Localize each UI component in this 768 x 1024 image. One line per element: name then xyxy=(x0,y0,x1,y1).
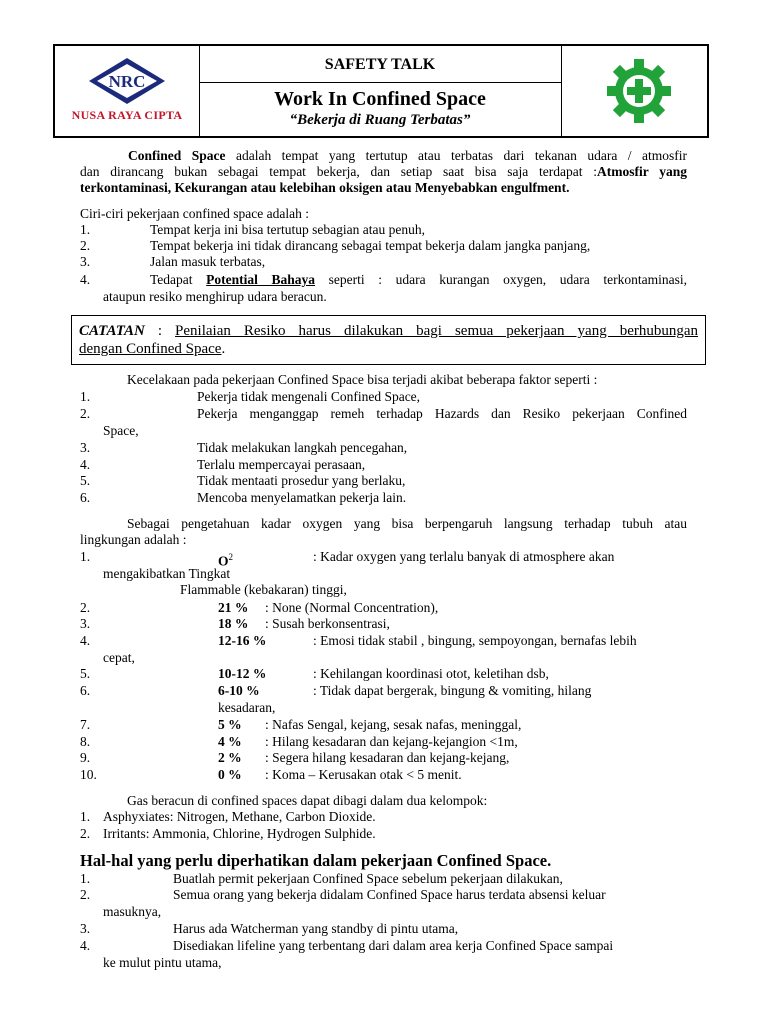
oxygen-num: 9. xyxy=(80,750,91,765)
oxygen-level: 18 % xyxy=(218,616,249,631)
ciri-item: Tempat kerja ini bisa tertutup sebagian atau penuh, xyxy=(150,222,425,237)
hal-num: 4. xyxy=(80,938,91,953)
safety-talk-label: SAFETY TALK xyxy=(324,56,436,73)
oxygen-level: 2 % xyxy=(218,750,242,765)
ciri-heading: Ciri-ciri pekerjaan confined space adalah : xyxy=(80,206,310,221)
ciri-item: Tempat bekerja ini tidak dirancang sebagai tempat bekerja dalam jangka panjang, xyxy=(150,238,591,253)
kecelakaan-item: Mencoba menyelamatkan pekerja lain. xyxy=(197,490,407,505)
header-box xyxy=(53,44,709,138)
gas-num: 2. xyxy=(80,826,91,841)
oxygen-desc: : None (Normal Concentration), xyxy=(265,600,439,615)
intro-line-3: terkontaminasi, Kekurangan atau kelebihan oksigen atau Menyebabkan engulfment. xyxy=(80,180,570,195)
ciri-num: 3. xyxy=(80,254,91,269)
nrc-logo-icon xyxy=(85,56,169,106)
oxygen-desc: : Segera hilang kesadaran dan kejang-kejang, xyxy=(265,750,510,765)
kecelakaan-num: 5. xyxy=(80,473,91,488)
hal-item: Harus ada Watcherman yang standby di pintu utama, xyxy=(173,921,459,936)
oxygen-num: 6. xyxy=(80,683,91,698)
gas-item: Asphyxiates: Nitrogen, Methane, Carbon Dioxide. xyxy=(103,809,376,824)
oxygen-level: 6-10 % xyxy=(218,683,260,698)
oxygen-desc: : Kehilangan koordinasi otot, keletihan dsb, xyxy=(313,666,549,681)
ciri-num: 2. xyxy=(80,238,91,253)
ciri-item: Jalan masuk terbatas, xyxy=(150,254,266,269)
oxygen-num: 4. xyxy=(80,633,91,648)
gas-intro: Gas beracun di confined spaces dapat dibagi dalam dua kelompok: xyxy=(127,793,488,808)
ciri-num: 1. xyxy=(80,222,91,237)
oxygen-intro-line-2: lingkungan adalah : xyxy=(80,532,187,547)
oxygen-desc: : Tidak dapat bergerak, bingung & vomiting, hilang xyxy=(313,683,592,698)
oxygen-num: 5. xyxy=(80,666,91,681)
oxygen-desc: : Emosi tidak stabil , bingung, sempoyongan, bernafas lebih xyxy=(313,633,637,648)
hal-item: Semua orang yang bekerja didalam Confined Space harus terdata absensi keluar xyxy=(173,887,606,902)
page-subtitle: “Bekerja di Ruang Terbatas” xyxy=(289,112,471,128)
catatan-line-2: dengan Confined Space. xyxy=(79,341,226,357)
catatan-note-box xyxy=(71,315,706,365)
oxygen-desc-cont: Flammable (kebakaran) tinggi, xyxy=(180,582,347,597)
kecelakaan-item: Tidak mentaati prosedur yang berlaku, xyxy=(197,473,406,488)
oxygen-desc: : Susah berkonsentrasi, xyxy=(265,616,390,631)
oxygen-level: 21 % xyxy=(218,600,249,615)
header-divider-right xyxy=(561,46,562,136)
oxygen-desc: : Hilang kesadaran dan kejang-kejangion <1m, xyxy=(265,734,518,749)
oxygen-desc: : Kadar oxygen yang terlalu banyak di atmosphere akan xyxy=(313,549,615,564)
kecelakaan-num: 6. xyxy=(80,490,91,505)
confined-space-term: Confined Space xyxy=(128,148,226,163)
ciri-num: 4. xyxy=(80,272,91,287)
intro-line-1: Confined Space adalah tempat yang tertutup atau terbatas dari tekanan udara / atmosfir xyxy=(128,148,688,163)
oxygen-level: 12-16 % xyxy=(218,633,267,648)
intro-line-2: dan dirancang bukan sebagai tempat bekerja, dan setiap saat bisa saja terdapat :Atmosfir yang xyxy=(80,164,688,179)
kecelakaan-num: 4. xyxy=(80,457,91,472)
oxygen-level: 4 % xyxy=(218,734,242,749)
oxygen-num: 3. xyxy=(80,616,91,631)
oxygen-desc-cont: mengakibatkan Tingkat xyxy=(103,566,231,581)
company-name: NUSA RAYA CIPTA xyxy=(71,108,183,122)
kecelakaan-item: Pekerja tidak mengenali Confined Space, xyxy=(197,389,421,404)
oxygen-level: 0 % xyxy=(218,767,242,782)
hal-num: 2. xyxy=(80,887,91,902)
oxygen-num: 2. xyxy=(80,600,91,615)
catatan-label: CATATAN xyxy=(79,323,145,339)
kecelakaan-intro: Kecelakaan pada pekerjaan Confined Space bisa terjadi akibat beberapa faktor seperti : xyxy=(127,372,598,387)
oxygen-desc: : Nafas Sengal, kejang, sesak nafas, meninggal, xyxy=(265,717,522,732)
oxygen-desc: : Koma – Kerusakan otak < 5 menit. xyxy=(265,767,462,782)
oxygen-level: $O^2$ xyxy=(218,552,234,569)
oxygen-level: 5 % xyxy=(218,717,242,732)
oxygen-num: 8. xyxy=(80,734,91,749)
gas-num: 1. xyxy=(80,809,91,824)
hal-num: 1. xyxy=(80,871,91,886)
hal-item: Disediakan lifeline yang terbentang dari dalam area kerja Confined Space sampai xyxy=(173,938,614,953)
oxygen-num: 1. xyxy=(80,549,91,564)
kecelakaan-num: 1. xyxy=(80,389,91,404)
potential-bahaya-term: Potential Bahaya xyxy=(206,272,316,287)
kecelakaan-item: Tidak melakukan langkah pencegahan, xyxy=(197,440,408,455)
kecelakaan-item: Pekerja menganggap remeh terhadap Hazards dan Resiko pekerjaan Confined xyxy=(197,406,687,421)
hal-item-cont: ke mulut pintu utama, xyxy=(103,955,222,970)
safety-cross-gear-icon xyxy=(606,58,672,124)
gas-item: Irritants: Ammonia, Chlorine, Hydrogen Sulphide. xyxy=(103,826,376,841)
logo-abbreviation: NRC xyxy=(108,72,146,91)
ciri-item-4: Tedapat Potential Bahaya seperti : udara kurangan oxygen, udara terkontaminasi, xyxy=(150,272,687,287)
header-divider-middle xyxy=(199,82,561,83)
oxygen-level: 10-12 % xyxy=(218,666,267,681)
oxygen-num: 7. xyxy=(80,717,91,732)
oxygen-desc-cont: kesadaran, xyxy=(218,700,276,715)
oxygen-num: 10. xyxy=(80,767,97,782)
hal-num: 3. xyxy=(80,921,91,936)
oxygen-intro-line-1: Sebagai pengetahuan kadar oxygen yang bisa berpengaruh langsung terhadap tubuh atau xyxy=(127,516,687,531)
page-title: Work In Confined Space xyxy=(274,88,486,110)
hal-item: Buatlah permit pekerjaan Confined Space sebelum pekerjaan dilakukan, xyxy=(173,871,563,886)
kecelakaan-item: Terlalu mempercayai perasaan, xyxy=(197,457,366,472)
kecelakaan-item-cont: Space, xyxy=(103,423,139,438)
kecelakaan-num: 3. xyxy=(80,440,91,455)
catatan-line-1: CATATAN : Penilaian Resiko harus dilakukan bagi semua pekerjaan yang berhubungan xyxy=(79,323,699,339)
ciri-item-4-cont: ataupun resiko menghirup udara beracun. xyxy=(103,289,327,304)
kecelakaan-num: 2. xyxy=(80,406,91,421)
oxygen-desc-cont: cepat, xyxy=(103,650,135,665)
hal-heading: Hal-hal yang perlu diperhatikan dalam pekerjaan Confined Space. xyxy=(80,851,552,870)
hal-item-cont: masuknya, xyxy=(103,904,162,919)
